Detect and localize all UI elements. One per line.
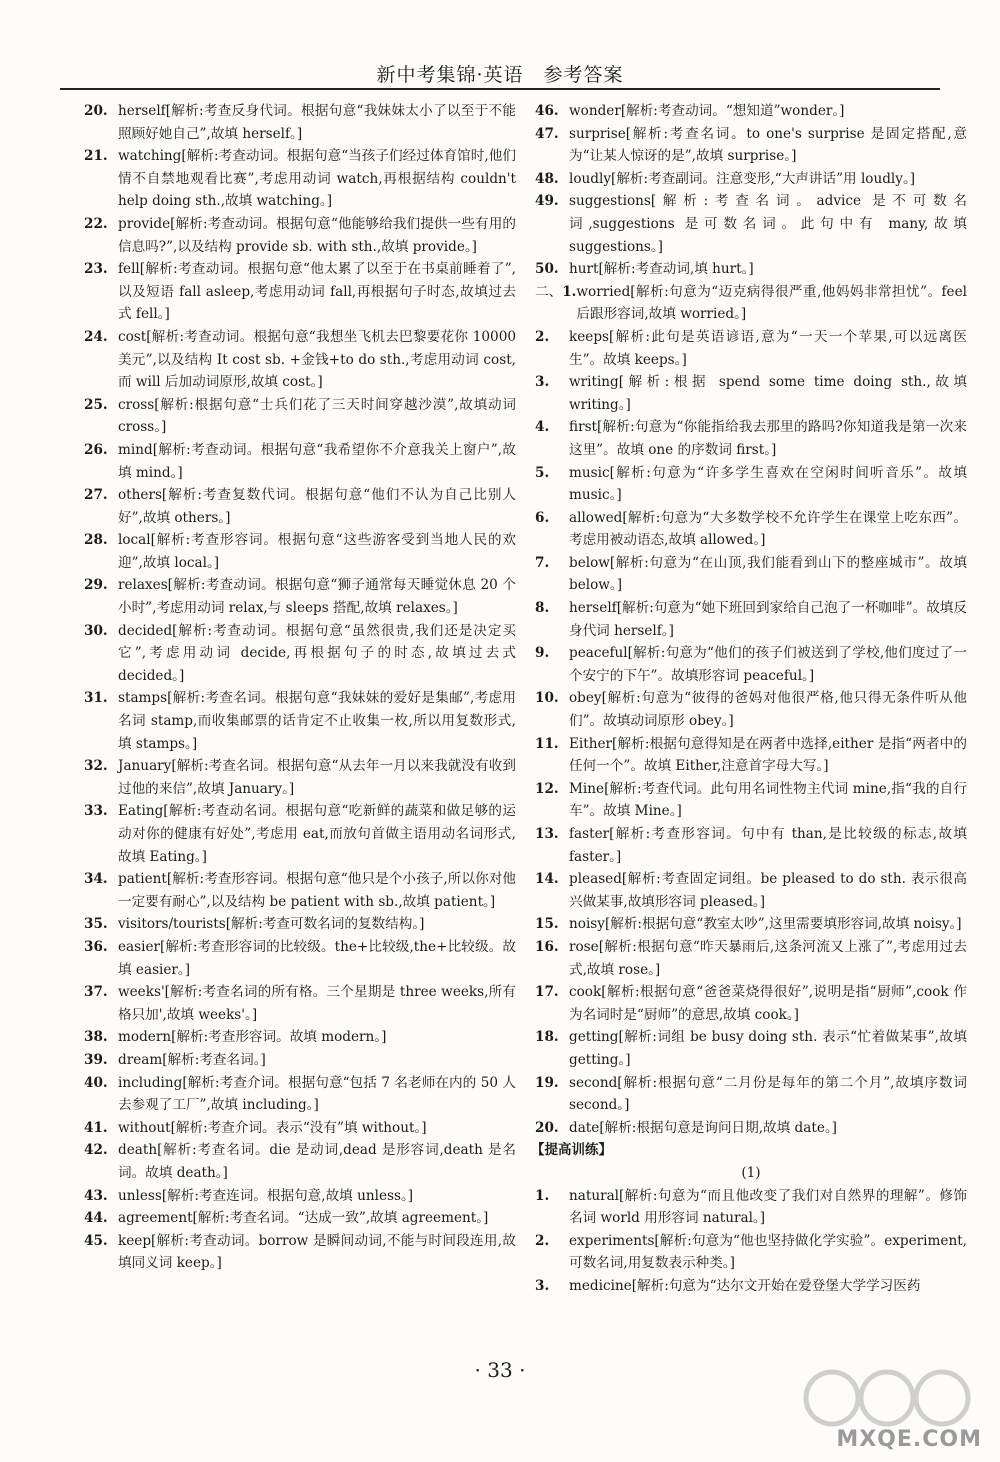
answer-item xyxy=(84,687,516,755)
answer-number: 50. xyxy=(535,261,559,278)
answer-number: 25. xyxy=(84,396,108,413)
answer-item xyxy=(535,1185,967,1230)
answer-text: unless[解析:考查连词。根据句意,故填 unless。] xyxy=(118,1187,414,1204)
answer-item xyxy=(84,981,516,1026)
answer-number: 21. xyxy=(84,148,108,165)
watermark-text: MXQE.COM xyxy=(836,1427,982,1452)
answer-item xyxy=(84,755,516,800)
section-heading-training: 【提高训练】 xyxy=(531,1142,612,1159)
answer-number: 10. xyxy=(535,690,559,707)
answer-text: provide[解析:考查动词。根据句意“他能够给我们提供一些有用的信息吗?”,以及结构 provide sb. with sth.,故填 provide。] xyxy=(118,215,516,255)
answer-number: 12. xyxy=(535,780,559,797)
answer-number: 43. xyxy=(84,1187,108,1204)
answer-number: 5. xyxy=(535,464,550,481)
answer-text: music[解析:句意为“许多学生喜欢在空闲时间听音乐”。故填 music。] xyxy=(569,464,967,504)
answer-text: peaceful[解析:句意为“他们的孩子们被送到了学校,他们度过了一个安宁的下午”。故填形容词 peaceful。] xyxy=(569,645,967,684)
answer-text: below[解析:句意为“在山顶,我们能看到山下的整座城市”。故填 below。] xyxy=(569,554,967,594)
answer-text: dream[解析:考查名词。] xyxy=(118,1051,266,1068)
answer-text: suggestions[解析:考查名词。advice 是不可数名词,suggestions 是可数名词。此句中有 many,故填 suggestions。] xyxy=(569,193,967,255)
answer-text: mind[解析:考查动词。根据句意“我希望你不介意我关上窗户”,故填 mind。] xyxy=(118,441,516,481)
answer-text: January[解析:考查名词。根据句意“从去年一月以来我就没有收到过他的来信”,故填 January。] xyxy=(118,758,516,797)
answer-text: loudly[解析:考查副词。注意变形,“大声讲话”用 loudly。] xyxy=(569,170,916,187)
answer-item xyxy=(535,326,967,371)
answer-item xyxy=(535,913,967,936)
answer-number: 14. xyxy=(535,871,559,888)
answer-item xyxy=(84,1185,516,1208)
answer-text: watching[解析:考查动词。根据句意“当孩子们经过体育馆时,他们情不自禁地观看比赛”,考虑用动词 watch,再根据结构 couldn't help doing sth.,故填 watching。] xyxy=(118,148,516,210)
answer-text: keeps[解析:此句是英语谚语,意为“一天一个苹果,可以远离医生”。故填 keeps。] xyxy=(569,328,967,368)
answer-number: 33. xyxy=(84,803,108,820)
answer-number: 23. xyxy=(84,261,108,278)
answer-text: second[解析:根据句意“二月份是每年的第二个月”,故填序数词 second。] xyxy=(569,1074,967,1114)
answer-text: getting[解析:词组 be busy doing sth. 表示“忙着做某事”,故填 getting。] xyxy=(569,1029,967,1068)
header-rule xyxy=(60,88,940,90)
answer-number: 15. xyxy=(535,916,559,933)
answer-item xyxy=(535,823,967,868)
answer-number: 19. xyxy=(535,1074,559,1091)
sub-section-title: (1) xyxy=(741,1164,761,1181)
answer-item xyxy=(84,484,516,529)
answer-number: 9. xyxy=(535,645,550,662)
answer-number: 29. xyxy=(84,577,108,594)
answer-number: 48. xyxy=(535,170,559,187)
answer-item xyxy=(535,190,967,258)
answer-number: 2. xyxy=(535,1232,550,1249)
answer-text: without[解析:考查介词。表示“没有”填 without。] xyxy=(118,1119,427,1136)
answer-item xyxy=(535,1230,967,1275)
answer-text: noisy[解析:根据句意“教室太吵”,这里需要填形容词,故填 noisy。] xyxy=(569,916,962,933)
answer-number: 28. xyxy=(84,532,108,549)
answer-item xyxy=(84,1230,516,1275)
answer-number: 39. xyxy=(84,1051,108,1068)
answer-number: 11. xyxy=(535,735,559,752)
answer-item xyxy=(535,100,967,123)
answer-number-value: 1. xyxy=(562,283,577,300)
answer-text: rose[解析:根据句意“昨天暴雨后,这条河流又上涨了”,考虑用过去式,故填 rose。] xyxy=(569,938,967,978)
answer-number: 24. xyxy=(84,328,108,345)
answer-number: 34. xyxy=(84,871,108,888)
answer-item xyxy=(84,258,516,326)
answer-number: 13. xyxy=(535,826,559,842)
answer-number: 47. xyxy=(535,125,559,142)
answer-number: 35. xyxy=(84,916,108,933)
answer-item xyxy=(84,868,516,913)
answer-item xyxy=(535,642,967,687)
answer-item xyxy=(535,1072,967,1117)
answer-item xyxy=(84,574,516,619)
answer-text: relaxes[解析:考查动词。根据句意“狮子通常每天睡觉休息 20 个小时”,考虑用动词 relax,与 sleeps 搭配,故填 relaxes。] xyxy=(118,577,516,617)
answer-text: visitors/tourists[解析:考查可数名词的复数结构。] xyxy=(118,916,425,933)
answer-item xyxy=(535,168,967,191)
answer-item xyxy=(84,936,516,981)
page-header xyxy=(60,0,940,90)
answer-text: natural[解析:句意为“而且他改变了我们对自然界的理解”。修饰名词 world 用形容词 natural。] xyxy=(569,1187,967,1227)
answer-text: others[解析:考查复数代词。根据句意“他们不认为自己比别人好”,故填 others。] xyxy=(118,487,516,526)
answer-text: herself[解析:句意为“她下班回到家给自己泡了一杯咖啡”。故填反身代词 herself。] xyxy=(569,600,967,639)
answer-text: easier[解析:考查形容词的比较级。the+比较级,the+比较级。故填 easier。] xyxy=(118,938,516,978)
answer-number: 1. xyxy=(535,1187,550,1204)
answer-text: wonder[解析:考查动词。“想知道”wonder。] xyxy=(569,103,845,119)
answer-number: 6. xyxy=(535,509,550,526)
answer-item xyxy=(535,733,967,778)
answer-text: Eating[解析:考查动名词。根据句意“吃新鲜的蔬菜和做足够的运动对你的健康有好处”,考虑用 eat,而放句首做主语用动名词形式,故填 Eating。] xyxy=(118,803,516,865)
answer-number: 20. xyxy=(84,103,108,119)
answer-item xyxy=(535,552,967,597)
answer-number: 44. xyxy=(84,1210,108,1227)
answer-number: 32. xyxy=(84,758,108,775)
answer-text: Either[解析:根据句意得知是在两者中选择,either 是指“两者中的任何一个”。故填 Either,注意首字母大写。] xyxy=(569,735,967,775)
answer-text: Mine[解析:考查代词。此句用名词性物主代词 mine,指“我的自行车”。故填 Mine。] xyxy=(569,780,967,820)
answer-item xyxy=(535,981,967,1026)
answer-text: including[解析:考查介词。根据句意“包括 7 名老师在内的 50 人去参观了工厂”,故填 including。] xyxy=(118,1074,516,1114)
answer-text: date[解析:根据句意是询问日期,故填 date。] xyxy=(569,1119,837,1136)
answer-number: 27. xyxy=(84,487,108,504)
answer-number: 3. xyxy=(535,1277,550,1294)
answer-number: 45. xyxy=(84,1232,108,1249)
answer-number: 2. xyxy=(535,328,550,345)
answer-text: weeks'[解析:考查名词的所有格。三个星期是 three weeks,所有格只加',故填 weeks'。] xyxy=(118,984,516,1023)
answer-item xyxy=(535,123,967,168)
section-number: 二、 xyxy=(535,283,563,300)
answer-number: 17. xyxy=(535,984,559,1001)
answer-item xyxy=(535,281,967,326)
answer-number: 3. xyxy=(535,374,550,391)
answer-item xyxy=(535,778,967,823)
page-number: · 33 · xyxy=(474,1358,526,1382)
left-column xyxy=(84,100,516,1275)
answer-item xyxy=(535,1026,967,1071)
answer-text: death[解析:考查名词。die 是动词,dead 是形容词,death 是名词。故填 death。] xyxy=(118,1142,516,1181)
answer-item xyxy=(535,1275,967,1298)
answer-text: cook[解析:根据句意“爸爸菜烧得很好”,说明是指“厨师”,cook 作为名词时是“厨师”的意思,故填 cook。] xyxy=(569,984,967,1023)
answer-item xyxy=(84,1026,516,1049)
answer-item xyxy=(535,371,967,416)
answer-item xyxy=(84,326,516,394)
answer-text: medicine[解析:句意为“达尔文开始在爱登堡大学学习医药 xyxy=(569,1277,921,1294)
answer-number: 36. xyxy=(84,938,108,955)
answer-item xyxy=(535,687,967,732)
answer-text: fell[解析:考查动词。根据句意“他太累了以至于在书桌前睡着了”,以及短语 fall asleep,考虑用动词 fall,再根据句子时态,故填过去式 fell。] xyxy=(118,261,516,323)
answer-text: pleased[解析:考查固定词组。be pleased to do sth. 表示很高兴做某事,故填形容词 pleased。] xyxy=(569,871,967,910)
answer-number: 8. xyxy=(535,600,550,617)
answer-number: 41. xyxy=(84,1119,108,1136)
answer-item xyxy=(84,529,516,574)
running-title: 新中考集锦·英语 参考答案 xyxy=(376,64,624,86)
answer-item xyxy=(84,439,516,484)
answer-text: surprise[解析:考查名词。to one's surprise 是固定搭配,意为“让某人惊讶的是”,故填 surprise。] xyxy=(569,125,967,165)
answer-item xyxy=(84,394,516,439)
answer-number: 20. xyxy=(535,1119,559,1136)
answer-text: decided[解析:考查动词。根据句意“虽然很贵,我们还是决定买它”,考虑用动词 decide,再根据句子的时态,故填过去式 decided。] xyxy=(118,622,516,684)
answer-item xyxy=(535,597,967,642)
answer-text: writing[解析:根据 spend some time doing sth.,故填 writing。] xyxy=(569,374,967,413)
answer-item xyxy=(535,1117,967,1140)
answer-number xyxy=(535,281,576,326)
answer-number: 40. xyxy=(84,1074,108,1091)
answer-item xyxy=(535,936,967,981)
answer-item xyxy=(535,416,967,461)
answer-number: 49. xyxy=(535,193,559,210)
answer-number: 30. xyxy=(84,622,108,639)
answer-item xyxy=(84,1139,516,1184)
answer-item xyxy=(535,258,967,281)
answer-text: first[解析:句意为“你能指给我去那里的路吗?你知道我是第一次来这里”。故填 one 的序数词 first。] xyxy=(569,419,967,458)
answer-text: modern[解析:考查形容词。故填 modern。] xyxy=(118,1029,387,1046)
answer-number: 22. xyxy=(84,215,108,232)
answer-text: cross[解析:根据句意“士兵们花了三天时间穿越沙漠”,故填动词 cross。] xyxy=(118,396,516,436)
answer-number: 46. xyxy=(535,103,559,119)
answer-item xyxy=(84,100,516,145)
answer-text: herself[解析:考查反身代词。根据句意“我妹妹太小了以至于不能照顾好她自己”,故填 herself。] xyxy=(118,103,516,142)
answer-item xyxy=(84,1207,516,1230)
answer-item xyxy=(84,213,516,258)
answer-number: 7. xyxy=(535,554,550,571)
answer-item xyxy=(84,1049,516,1072)
answer-number: 37. xyxy=(84,984,108,1001)
answer-number: 26. xyxy=(84,441,108,458)
answer-text: stamps[解析:考查名词。根据句意“我妹妹的爱好是集邮”,考虑用名词 stamp,而收集邮票的话肯定不止收集一枚,所以用复数形式,填 stamps。] xyxy=(118,690,516,752)
answer-item xyxy=(84,1117,516,1140)
answer-item xyxy=(84,620,516,688)
answer-text: agreement[解析:考查名词。“达成一致”,故填 agreement。] xyxy=(118,1210,489,1227)
answer-item xyxy=(535,507,967,552)
answer-number: 42. xyxy=(84,1142,108,1159)
answer-item xyxy=(535,868,967,913)
answer-text: faster[解析:考查形容词。句中有 than,是比较级的标志,故填 faster。] xyxy=(569,826,967,865)
answer-text: obey[解析:句意为“彼得的爸妈对他很严格,他只得无条件听从他们”。故填动词原形 obey。] xyxy=(569,690,967,730)
answer-number: 4. xyxy=(535,419,550,436)
answer-number: 31. xyxy=(84,690,108,707)
answer-item xyxy=(84,1072,516,1117)
answer-number: 38. xyxy=(84,1029,108,1046)
answer-text: experiments[解析:句意为“他也坚持做化学实验”。experiment,可数名词,用复数表示种类。] xyxy=(569,1232,967,1272)
answer-item xyxy=(84,800,516,868)
answer-text: local[解析:考查形容词。根据句意“这些游客受到当地人民的欢迎”,故填 local。] xyxy=(118,532,516,571)
answer-item xyxy=(535,462,967,507)
answer-text: worried[解析:句意为“迈克病得很严重,他妈妈非常担忧”。feel 后跟形容词,故填 worried。] xyxy=(576,283,967,323)
answer-item xyxy=(84,145,516,213)
answer-text: allowed[解析:句意为“大多数学校不允许学生在课堂上吃东西”。考虑用被动语态,故填 allowed。] xyxy=(569,509,967,549)
right-column xyxy=(531,100,967,1297)
answer-text: hurt[解析:考查动词,填 hurt。] xyxy=(569,261,754,278)
answer-text: keep[解析:考查动词。borrow 是瞬间动词,不能与时间段连用,故填同义词 keep。] xyxy=(118,1232,516,1272)
answer-text: cost[解析:考查动词。根据句意“我想坐飞机去巴黎要花你 10000 美元”,以及结构 It cost sb. +金钱+to do sth.,考虑用动词 cost,而 will 后加动词原形,故填 cost。] xyxy=(118,328,516,391)
answer-text: patient[解析:考查形容词。根据句意“他只是个小孩子,所以你对他一定要有耐心”,以及结构 be patient with sb.,故填 patient。] xyxy=(118,871,516,910)
answer-number: 16. xyxy=(535,938,559,955)
answer-number: 18. xyxy=(535,1029,559,1046)
answer-item xyxy=(84,913,516,936)
